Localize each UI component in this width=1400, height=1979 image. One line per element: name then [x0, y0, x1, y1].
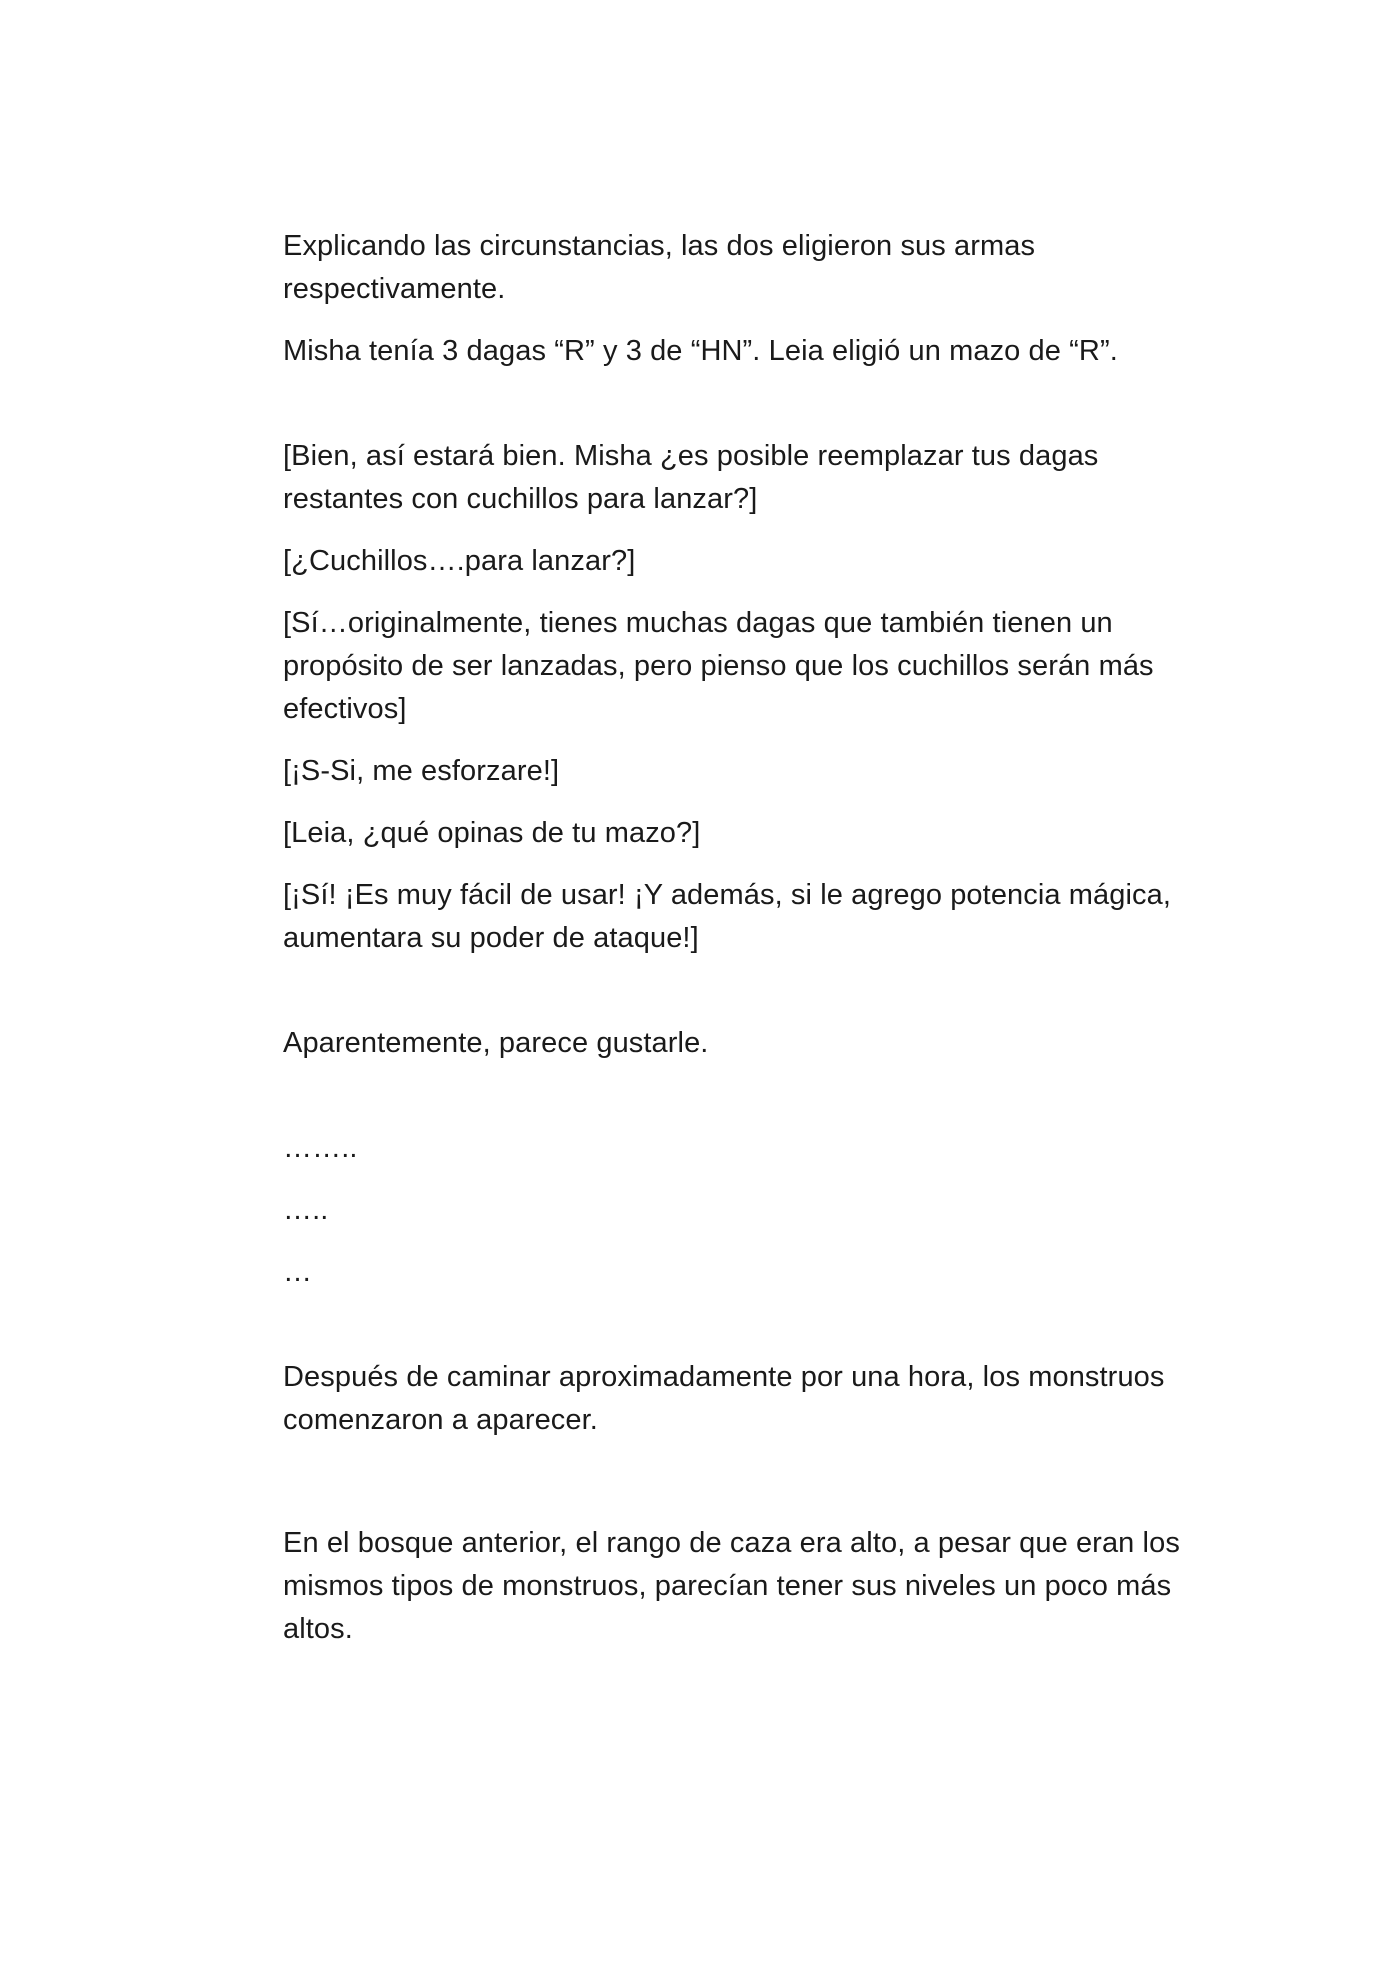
dialogue-5: [Leia, ¿qué opinas de tu mazo?]	[283, 817, 701, 849]
paragraph-2: Misha tenía 3 dagas “R” y 3 de “HN”. Leia eligió un mazo de “R”.	[283, 335, 1118, 367]
ellipsis-1: ……..	[283, 1132, 358, 1164]
ellipsis-3: …	[283, 1256, 313, 1288]
paragraph-3: Aparentemente, parece gustarle.	[283, 1027, 709, 1059]
dialogue-3: [Sí…originalmente, tienes muchas dagas que también tienen un propósito de ser lanzadas, pero pienso que los cuchillos serán más efectivos]	[283, 607, 1154, 725]
paragraph-1: Explicando las circunstancias, las dos eligieron sus armas respectivamente.	[283, 230, 1036, 305]
paragraph-5: En el bosque anterior, el rango de caza era alto, a pesar que eran los mismos tipos de monstruos, parecían tener sus niveles un poco más altos.	[283, 1527, 1180, 1645]
paragraph-4: Después de caminar aproximadamente por una hora, los monstruos comenzaron a aparecer.	[283, 1361, 1165, 1436]
dialogue-6: [¡Sí! ¡Es muy fácil de usar! ¡Y además, si le agrego potencia mágica, aumentara su poder de ataque!]	[283, 879, 1172, 954]
dialogue-2: [¿Cuchillos….para lanzar?]	[283, 545, 636, 577]
document-body	[283, 225, 1223, 1670]
ellipsis-2: …..	[283, 1194, 329, 1226]
dialogue-1: [Bien, así estará bien. Misha ¿es posible reemplazar tus dagas restantes con cuchillos para lanzar?]	[283, 440, 1099, 515]
dialogue-4: [¡S-Si, me esforzare!]	[283, 755, 560, 787]
